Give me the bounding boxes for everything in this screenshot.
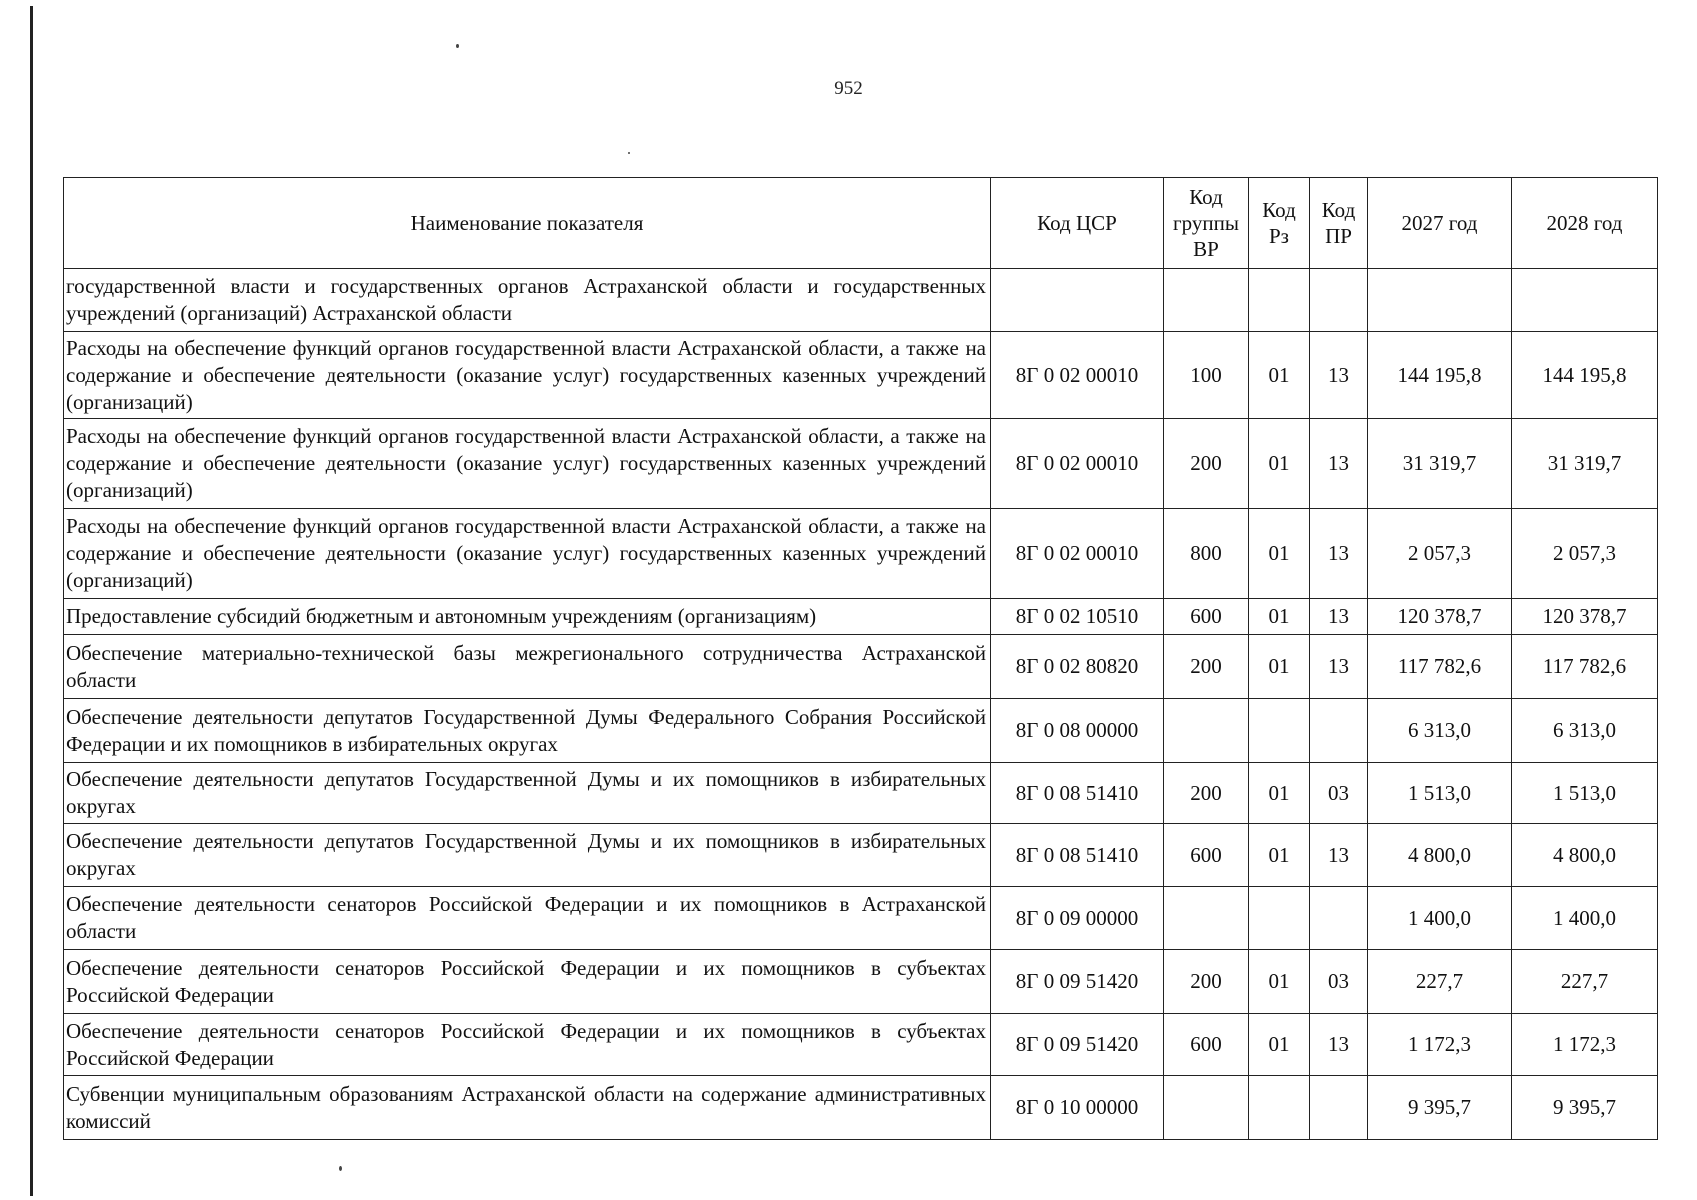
row-name-cell: Субвенции муниципальным образованиям Астраханской области на содержание административных комиссий: [64, 1076, 991, 1140]
row-pr-cell: 13: [1310, 635, 1368, 699]
row-2027-cell: 117 782,6: [1368, 635, 1512, 699]
row-csr-cell: 8Г 0 02 00010: [991, 332, 1164, 419]
table-row: [64, 699, 1658, 763]
row-2028-cell: 120 378,7: [1512, 599, 1658, 635]
row-2028-cell: 6 313,0: [1512, 699, 1658, 763]
table-row: [64, 1014, 1658, 1076]
scan-speck: [628, 152, 630, 154]
row-2027-cell: 2 057,3: [1368, 509, 1512, 599]
row-vr-cell: 800: [1164, 509, 1249, 599]
row-2027-cell: 1 172,3: [1368, 1014, 1512, 1076]
row-2028-cell: 1 513,0: [1512, 763, 1658, 824]
row-csr-cell: 8Г 0 02 00010: [991, 509, 1164, 599]
row-vr-cell: 600: [1164, 599, 1249, 635]
row-rz-cell: 01: [1249, 763, 1310, 824]
row-pr-cell: 13: [1310, 824, 1368, 887]
row-csr-cell: 8Г 0 08 00000: [991, 699, 1164, 763]
row-pr-cell: 13: [1310, 509, 1368, 599]
table-row: [64, 419, 1658, 509]
row-csr-cell: [991, 269, 1164, 332]
page-number: 952: [834, 78, 863, 99]
row-vr-cell: 600: [1164, 824, 1249, 887]
table-row: [64, 509, 1658, 599]
row-name-cell: Обеспечение деятельности депутатов Государственной Думы и их помощников в избирательных округах: [64, 763, 991, 824]
row-vr-cell: [1164, 887, 1249, 950]
row-name-cell: Обеспечение деятельности депутатов Государственной Думы Федерального Собрания Российской Федерации и их помощников в избирательных округах: [64, 699, 991, 763]
row-rz-cell: 01: [1249, 509, 1310, 599]
scan-speck: [339, 1166, 342, 1171]
row-rz-cell: [1249, 1076, 1310, 1140]
budget-table: [63, 177, 1658, 1140]
row-pr-cell: 03: [1310, 950, 1368, 1014]
row-rz-cell: 01: [1249, 419, 1310, 509]
row-rz-cell: 01: [1249, 1014, 1310, 1076]
row-rz-cell: 01: [1249, 950, 1310, 1014]
row-2027-cell: 227,7: [1368, 950, 1512, 1014]
row-name-cell: Расходы на обеспечение функций органов государственной власти Астраханской области, а также на содержание и обеспечение деятельности (оказание услуг) государственных казенных учреждений (организаций): [64, 419, 991, 509]
table-row: [64, 635, 1658, 699]
table-row: [64, 824, 1658, 887]
row-name-cell: Обеспечение деятельности депутатов Государственной Думы и их помощников в избирательных округах: [64, 824, 991, 887]
header-vr: Код группы ВР: [1164, 178, 1249, 269]
row-2027-cell: 4 800,0: [1368, 824, 1512, 887]
row-name-cell: Расходы на обеспечение функций органов государственной власти Астраханской области, а также на содержание и обеспечение деятельности (оказание услуг) государственных казенных учреждений (организаций): [64, 509, 991, 599]
table-row: [64, 332, 1658, 419]
header-pr: Код ПР: [1310, 178, 1368, 269]
row-csr-cell: 8Г 0 02 10510: [991, 599, 1164, 635]
row-pr-cell: 13: [1310, 1014, 1368, 1076]
row-name-cell: Обеспечение материально-технической базы межрегионального сотрудничества Астраханской области: [64, 635, 991, 699]
row-rz-cell: 01: [1249, 599, 1310, 635]
row-csr-cell: 8Г 0 09 00000: [991, 887, 1164, 950]
row-2028-cell: 117 782,6: [1512, 635, 1658, 699]
table-row: [64, 599, 1658, 635]
scan-speck: [456, 44, 459, 48]
row-rz-cell: [1249, 699, 1310, 763]
row-pr-cell: 03: [1310, 763, 1368, 824]
table-header-row: [64, 178, 1658, 269]
row-vr-cell: 200: [1164, 763, 1249, 824]
row-2028-cell: 227,7: [1512, 950, 1658, 1014]
row-pr-cell: [1310, 269, 1368, 332]
row-pr-cell: [1310, 887, 1368, 950]
row-pr-cell: 13: [1310, 599, 1368, 635]
row-csr-cell: 8Г 0 02 00010: [991, 419, 1164, 509]
table-row: [64, 269, 1658, 332]
row-csr-cell: 8Г 0 10 00000: [991, 1076, 1164, 1140]
row-csr-cell: 8Г 0 08 51410: [991, 763, 1164, 824]
header-rz: Код Рз: [1249, 178, 1310, 269]
row-2027-cell: 1 400,0: [1368, 887, 1512, 950]
row-vr-cell: [1164, 699, 1249, 763]
row-2027-cell: 1 513,0: [1368, 763, 1512, 824]
row-pr-cell: 13: [1310, 419, 1368, 509]
table-row: [64, 950, 1658, 1014]
row-vr-cell: 200: [1164, 635, 1249, 699]
table-row: [64, 763, 1658, 824]
row-2027-cell: 144 195,8: [1368, 332, 1512, 419]
row-vr-cell: [1164, 269, 1249, 332]
row-vr-cell: 200: [1164, 419, 1249, 509]
row-2028-cell: 9 395,7: [1512, 1076, 1658, 1140]
row-name-cell: Обеспечение деятельности сенаторов Российской Федерации и их помощников в субъектах Российской Федерации: [64, 1014, 991, 1076]
row-2027-cell: [1368, 269, 1512, 332]
row-2028-cell: 2 057,3: [1512, 509, 1658, 599]
row-2028-cell: 4 800,0: [1512, 824, 1658, 887]
row-rz-cell: [1249, 887, 1310, 950]
table-row: [64, 1076, 1658, 1140]
table-row: [64, 887, 1658, 950]
row-2027-cell: 6 313,0: [1368, 699, 1512, 763]
row-2028-cell: [1512, 269, 1658, 332]
header-2028: 2028 год: [1512, 178, 1658, 269]
header-2027: 2027 год: [1368, 178, 1512, 269]
row-csr-cell: 8Г 0 09 51420: [991, 1014, 1164, 1076]
row-name-cell: Обеспечение деятельности сенаторов Российской Федерации и их помощников в Астраханской области: [64, 887, 991, 950]
row-2027-cell: 120 378,7: [1368, 599, 1512, 635]
row-name-cell: государственной власти и государственных органов Астраханской области и государственных учреждений (организаций) Астраханской области: [64, 269, 991, 332]
row-rz-cell: 01: [1249, 635, 1310, 699]
row-2028-cell: 1 400,0: [1512, 887, 1658, 950]
row-2028-cell: 31 319,7: [1512, 419, 1658, 509]
row-name-cell: Предоставление субсидий бюджетным и автономным учреждениям (организациям): [64, 599, 991, 635]
row-csr-cell: 8Г 0 08 51410: [991, 824, 1164, 887]
row-rz-cell: [1249, 269, 1310, 332]
header-csr: Код ЦСР: [991, 178, 1164, 269]
page-edge-line: [30, 6, 33, 1196]
row-2028-cell: 144 195,8: [1512, 332, 1658, 419]
row-csr-cell: 8Г 0 09 51420: [991, 950, 1164, 1014]
row-2027-cell: 9 395,7: [1368, 1076, 1512, 1140]
row-vr-cell: 600: [1164, 1014, 1249, 1076]
row-2027-cell: 31 319,7: [1368, 419, 1512, 509]
row-2028-cell: 1 172,3: [1512, 1014, 1658, 1076]
row-csr-cell: 8Г 0 02 80820: [991, 635, 1164, 699]
row-pr-cell: [1310, 699, 1368, 763]
row-rz-cell: 01: [1249, 332, 1310, 419]
row-name-cell: Расходы на обеспечение функций органов государственной власти Астраханской области, а также на содержание и обеспечение деятельности (оказание услуг) государственных казенных учреждений (организаций): [64, 332, 991, 419]
row-rz-cell: 01: [1249, 824, 1310, 887]
header-name: Наименование показателя: [64, 178, 991, 269]
row-vr-cell: 100: [1164, 332, 1249, 419]
row-name-cell: Обеспечение деятельности сенаторов Российской Федерации и их помощников в субъектах Российской Федерации: [64, 950, 991, 1014]
row-pr-cell: 13: [1310, 332, 1368, 419]
row-pr-cell: [1310, 1076, 1368, 1140]
row-vr-cell: [1164, 1076, 1249, 1140]
row-vr-cell: 200: [1164, 950, 1249, 1014]
